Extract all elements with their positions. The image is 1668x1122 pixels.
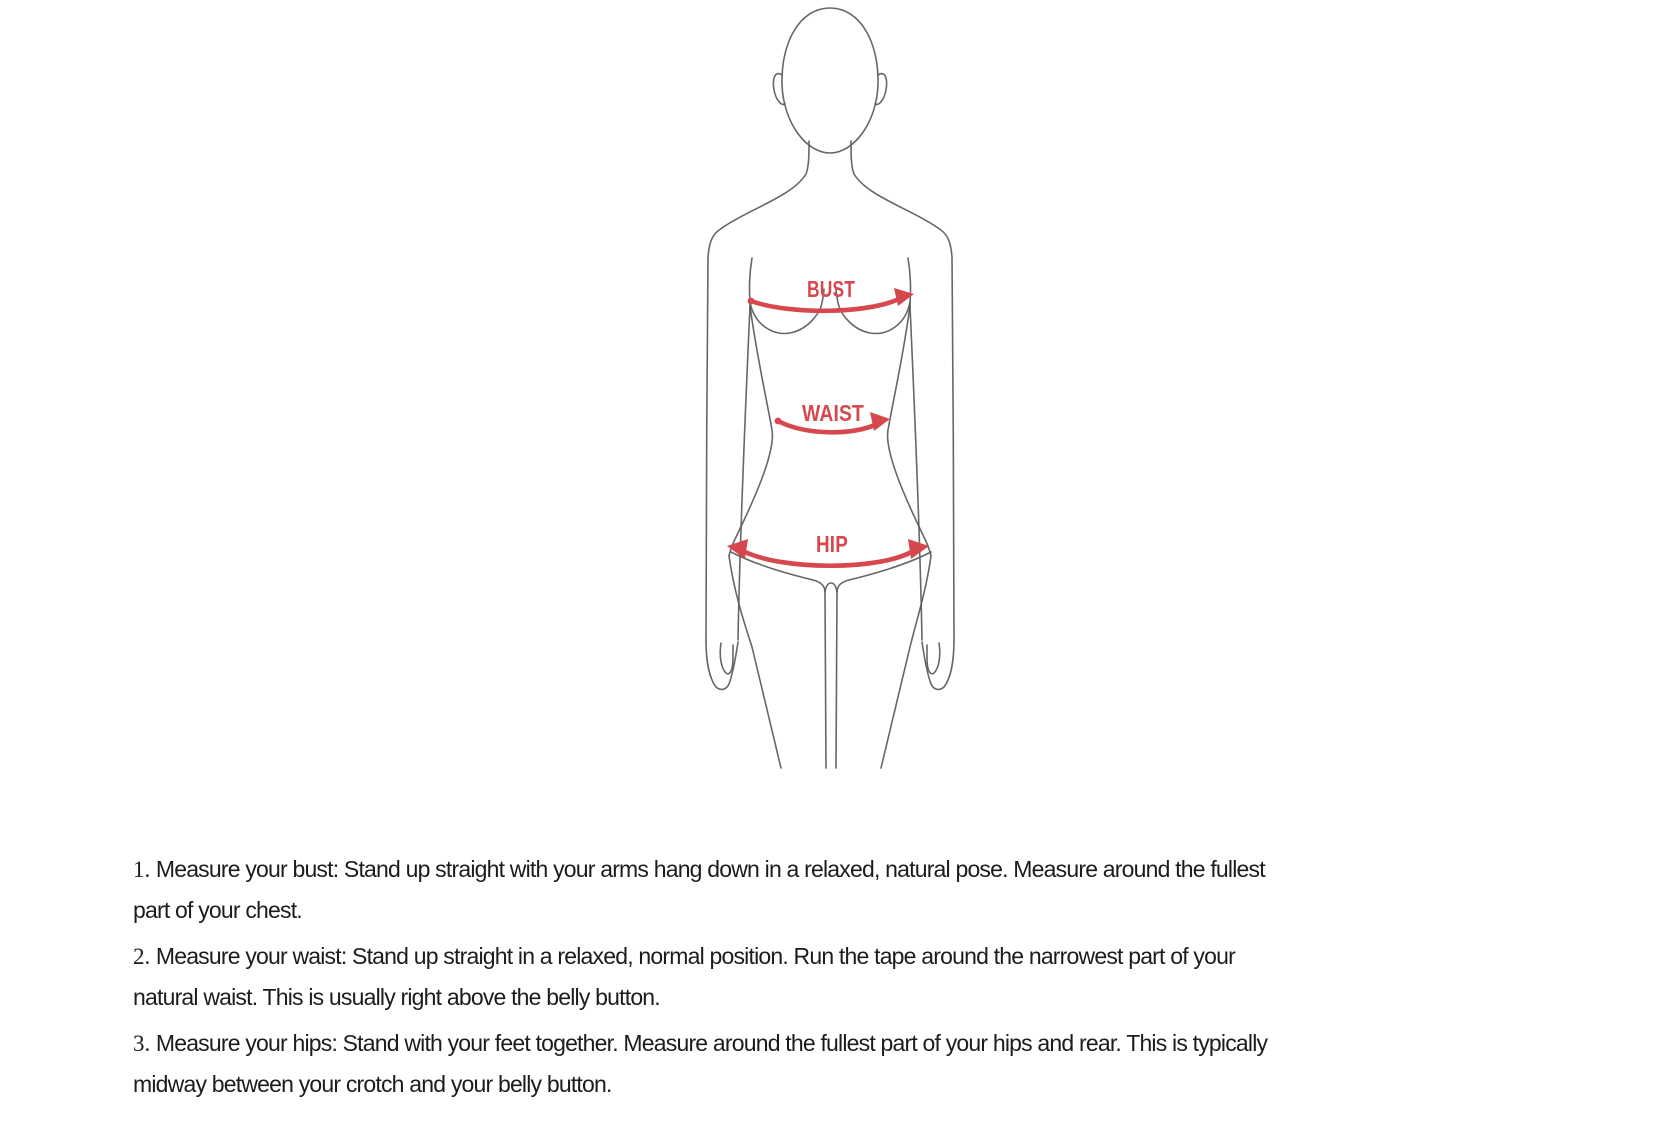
instruction-number: 3. [133, 1031, 151, 1056]
left-outer-thigh [729, 556, 781, 768]
waist-measure-start-dot [775, 418, 782, 425]
instruction-waist [133, 936, 1593, 1018]
instruction-line: part of your chest. [133, 897, 302, 923]
instruction-line [133, 849, 1593, 890]
waist-label: WAIST [802, 400, 864, 426]
crotch-curve [825, 583, 837, 592]
measuring-instructions [133, 849, 1593, 1110]
left-inner-arm [738, 258, 752, 640]
instruction-line: midway between your crotch and your belly button. [133, 1071, 612, 1097]
instruction-line [133, 1023, 1593, 1064]
right-torso-side [888, 306, 931, 556]
left-torso-side [729, 306, 772, 556]
body-outline-drawing [706, 8, 954, 768]
right-outer-thigh [881, 556, 931, 768]
instruction-hips [133, 1023, 1593, 1105]
right-hip-crotch-line [836, 552, 931, 768]
instruction-line: natural waist. This is usually right above the belly button. [133, 984, 660, 1010]
left-hip-crotch-line [731, 552, 826, 768]
instruction-line [133, 936, 1593, 977]
bust-label: BUST [807, 276, 855, 302]
bust-measure-start-dot [748, 298, 755, 305]
instruction-number: 2. [133, 944, 151, 969]
left-thumb [720, 643, 733, 674]
instruction-number: 1. [133, 857, 151, 882]
instruction-text: Measure your bust: Stand up straight with your arms hang down in a relaxed, natural pose. Measure around the fullest [155, 856, 1265, 882]
body-measurement-diagram [640, 0, 1020, 775]
instruction-bust [133, 849, 1593, 931]
measurement-figure [640, 0, 1020, 775]
right-thumb [927, 643, 940, 674]
right-inner-arm [908, 258, 922, 640]
instruction-text: Measure your waist: Stand up straight in a relaxed, normal position. Run the tape around the narrowest part of your [155, 943, 1235, 969]
hip-label: HIP [816, 531, 848, 557]
head-outline [782, 8, 878, 153]
instruction-text: Measure your hips: Stand with your feet together. Measure around the fullest part of your hips and rear. This is typically [155, 1030, 1268, 1056]
